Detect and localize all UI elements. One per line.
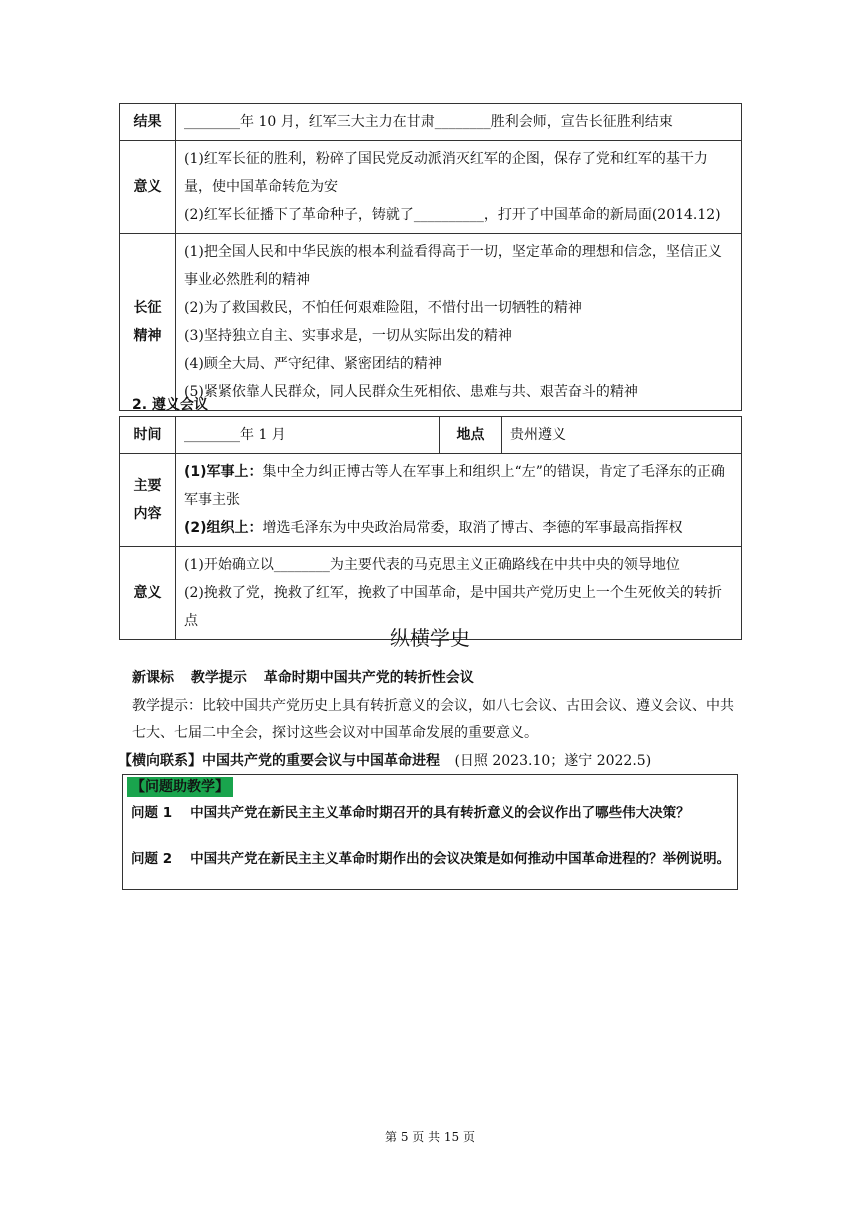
link-title: 【横向联系】中国共产党的重要会议与中国革命进程 (118, 753, 440, 769)
table-row (120, 104, 742, 141)
row-head-spirit (120, 234, 176, 411)
spirit-cell (176, 234, 742, 411)
meaning-line-1: (1)红军长征的胜利，粉碎了国民党反动派消灭红军的企图，保存了党和红军的基干力量，使中国革命转危为安 (184, 151, 708, 195)
military-label: (1)军事上： (184, 464, 263, 480)
spirit-line-4: (4)顾全大局、严守纪律、紧密团结的精神 (184, 356, 442, 372)
spirit-head-line-2: 精神 (133, 328, 162, 344)
meaning-cell (176, 141, 742, 234)
row-head-result: 结果 (120, 104, 176, 141)
content-head (120, 454, 176, 547)
teaching-tips: 教学提示：比较中国共产党历史上具有转折意义的会议，如八七会议、古田会议、遵义会议、中共七大、七届二中全会，探讨这些会议对中国革命发展的重要意义。 (132, 698, 734, 741)
spirit-line-3: (3)坚持独立自主、实事求是，一切从实际出发的精神 (184, 328, 512, 344)
content-line-1 (184, 458, 733, 514)
long-march-table (119, 103, 742, 411)
zunyi-table (119, 416, 742, 640)
teaching-tip-label: 教学提示 (190, 670, 247, 686)
section-label-zunyi: 2. 遵义会议 (132, 397, 208, 413)
content-cell (176, 454, 742, 547)
meaning-line-2: (2)红军长征播下了革命种子，铸就了__________，打开了中国革命的新局面(2014.12) (184, 207, 721, 223)
question-box (122, 774, 738, 890)
content-line-2 (184, 514, 733, 542)
content-head-line-2: 内容 (133, 506, 162, 522)
spirit-line-5: (5)紧紧依靠人民群众，同人民群众生死相依、患难与共、艰苦奋斗的精神 (184, 384, 638, 400)
spirit-line-1: (1)把全国人民和中华民族的根本利益看得高于一切，坚定革命的理想和信念，坚信正义事业必然胜利的精神 (184, 244, 722, 288)
question-1 (131, 801, 731, 825)
question-box-header: 【问题助教学】 (127, 777, 233, 797)
standard-label: 新课标 (132, 670, 174, 686)
spirit-head-line-1: 长征 (133, 300, 162, 316)
table-row (120, 454, 742, 547)
link-source-note: (日照 2023.10；遂宁 2022.5) (454, 753, 652, 769)
place-head: 地点 (440, 417, 502, 454)
time-value: ________年 1 月 (176, 417, 440, 454)
question-2-text: 中国共产党在新民主主义革命时期作出的会议决策是如何推动中国革命进程的？举例说明。 (190, 851, 731, 867)
zunyi-meaning-line-2: (2)挽救了党，挽救了红军，挽救了中国革命，是中国共产党历史上一个生死攸关的转折点 (184, 585, 722, 629)
section-title: 纵横学史 (390, 626, 470, 650)
question-2 (131, 847, 731, 871)
meaning-head: 意义 (120, 547, 176, 640)
curriculum-standard (132, 667, 486, 687)
standard-topic: 革命时期中国共产党的转折性会议 (263, 670, 474, 686)
question-2-number: 问题 2 (131, 851, 173, 867)
place-value: 贵州遵义 (502, 417, 742, 454)
page-footer: 第 5 页 共 15 页 (385, 1130, 475, 1144)
horizontal-link (118, 750, 651, 770)
organization-text: 增选毛泽东为中央政治局常委，取消了博古、李德的军事最高指挥权 (262, 520, 683, 536)
spirit-line-2: (2)为了救国救民，不怕任何艰难险阻，不惜付出一切牺牲的精神 (184, 300, 582, 316)
organization-label: (2)组织上： (184, 520, 263, 536)
time-head: 时间 (120, 417, 176, 454)
result-text: ________年 10 月，红军三大主力在甘肃________胜利会师，宣告长征胜利结束 (176, 104, 742, 141)
military-text: 集中全力纠正博古等人在军事上和组织上“左”的错误，肯定了毛泽东的正确军事主张 (184, 464, 725, 508)
row-head-meaning: 意义 (120, 141, 176, 234)
content-head-line-1: 主要 (133, 478, 162, 494)
table-row (120, 417, 742, 454)
table-row (120, 141, 742, 234)
question-1-text: 中国共产党在新民主主义革命时期召开的具有转折意义的会议作出了哪些伟大决策？ (190, 805, 690, 821)
zunyi-meaning-line-1: (1)开始确立以________为主要代表的马克思主义正确路线在中共中央的领导地位 (184, 557, 680, 573)
table-row (120, 234, 742, 411)
question-1-number: 问题 1 (131, 805, 173, 821)
